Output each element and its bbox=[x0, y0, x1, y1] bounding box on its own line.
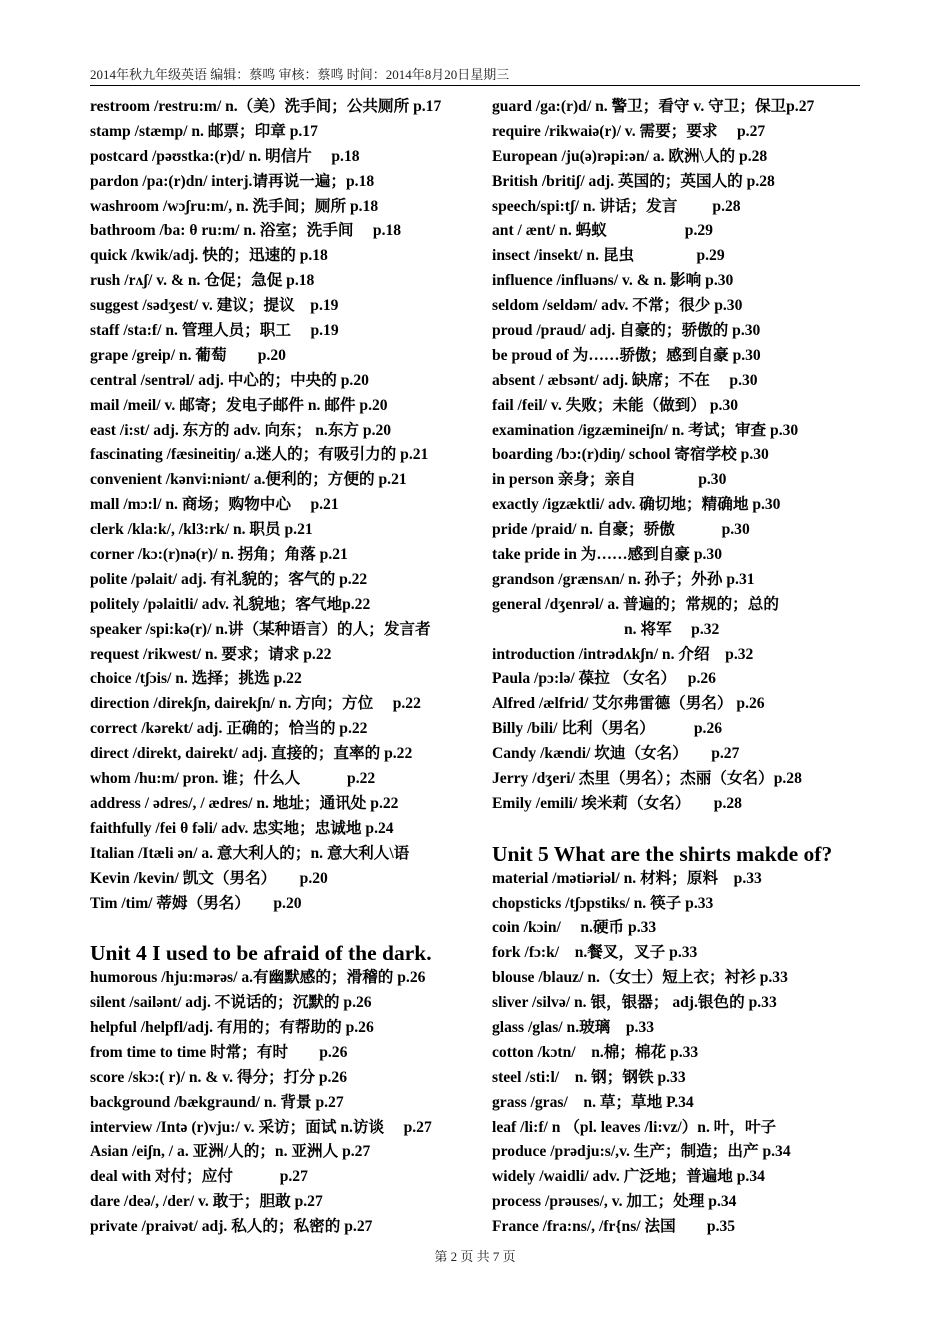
vocab-entry: suggest /sədʒest/ v. 建议；提议 p.19 bbox=[90, 297, 339, 315]
vocab-entry: Tim /tim/ 蒂姆（男名） p.20 bbox=[90, 894, 302, 912]
vocab-entry: mall /mɔ:l/ n. 商场；购物中心 p.21 bbox=[90, 496, 339, 514]
vocab-entry: direct /direkt, dairekt/ adj. 直接的；直率的 p.22 bbox=[90, 745, 413, 763]
vocab-entry: glass /glas/ n.玻璃 p.33 bbox=[492, 1018, 655, 1036]
vocab-entry: polite /pəlait/ adj. 有礼貌的；客气的 p.22 bbox=[90, 570, 368, 588]
vocab-entry: address / ədres/, / ædres/ n. 地址；通讯处 p.22 bbox=[90, 794, 399, 812]
vocab-entry: produce /prədju:s/,v. 生产；制造；出产 p.34 bbox=[492, 1143, 791, 1161]
vocab-entry: Billy /bili/ 比利（男名） p.26 bbox=[492, 720, 723, 738]
vocab-entry: dare /deə/, /der/ v. 敢于；胆敢 p.27 bbox=[90, 1193, 323, 1211]
vocab-entry: whom /hu:m/ pron. 谁；什么人 p.22 bbox=[90, 770, 376, 788]
vocab-entry-continuation: n. 将军 p.32 bbox=[624, 620, 720, 638]
vocab-entry: blouse /blauz/ n.（女士）短上衣；衬衫 p.33 bbox=[492, 969, 788, 987]
vocab-entry: fascinating /fæsineitiŋ/ a.迷人的；有吸引力的 p.21 bbox=[90, 446, 429, 464]
vocab-entry: silent /sailənt/ adj. 不说话的；沉默的 p.26 bbox=[90, 994, 372, 1012]
vocab-entry: clerk /kla:k/, /kl3:rk/ n. 职员 p.21 bbox=[90, 521, 313, 539]
vocab-entry: corner /kɔ:(r)nə(r)/ n. 拐角；角落 p.21 bbox=[90, 546, 348, 564]
vocab-entry: exactly /igzæktli/ adv. 确切地；精确地 p.30 bbox=[492, 496, 781, 514]
vocab-entry: Italian /Itæli ən/ a. 意大利人的；n. 意大利人\语 bbox=[90, 844, 410, 862]
vocab-entry: British /britiʃ/ adj. 英国的；英国人的 p.28 bbox=[492, 172, 775, 190]
vocab-entry: washroom /wɔʃru:m/, n. 洗手间；厕所 p.18 bbox=[90, 197, 379, 215]
vocab-entry: absent / æbsənt/ adj. 缺席；不在 p.30 bbox=[492, 371, 758, 389]
vocab-entry: helpful /helpfl/adj. 有用的；有帮助的 p.26 bbox=[90, 1018, 374, 1036]
vocab-entry: Asian /eiʃn, / a. 亚洲/人的；n. 亚洲人 p.27 bbox=[90, 1143, 371, 1161]
left-column bbox=[90, 95, 485, 1240]
vocab-entry: grass /gras/ n. 草；草地 P.34 bbox=[492, 1093, 694, 1111]
vocab-entry: humorous /hju:mərəs/ a.有幽默感的；滑稽的 p.26 bbox=[90, 969, 426, 987]
vocab-entry: score /skɔ:( r)/ n. & v. 得分；打分 p.26 bbox=[90, 1068, 347, 1086]
vocab-entry: proud /praud/ adj. 自豪的；骄傲的 p.30 bbox=[492, 322, 761, 340]
vocab-entry: steel /sti:l/ n. 钢；钢铁 p.33 bbox=[492, 1068, 686, 1086]
vocab-entry: east /i:st/ adj. 东方的 adv. 向东； n.东方 p.20 bbox=[90, 421, 392, 439]
vocab-entry: take pride in 为……感到自豪 p.30 bbox=[492, 546, 723, 564]
vocab-entry: European /ju(ə)rəpi:ən/ a. 欧洲\人的 p.28 bbox=[492, 147, 768, 165]
page-header: 2014年秋九年级英语 编辑：蔡鸣 审核：蔡鸣 时间：2014年8月20日星期三 bbox=[90, 64, 860, 86]
vocab-entry: bathroom /ba: θ ru:m/ n. 浴室；洗手间 p.18 bbox=[90, 222, 402, 240]
vocab-entry: France /fra:ns/, /fr{ns/ 法国 p.35 bbox=[492, 1218, 736, 1236]
unit-heading: Unit 4 I used to be afraid of the dark. bbox=[90, 941, 432, 966]
vocab-entry: deal with 对付；应付 p.27 bbox=[90, 1168, 308, 1186]
unit-heading: Unit 5 What are the shirts makde of? bbox=[492, 841, 833, 866]
vocab-entry: examination /igzæmineiʃn/ n. 考试；审查 p.30 bbox=[492, 421, 799, 439]
page-footer: 第 2 页 共 7 页 bbox=[434, 1249, 516, 1264]
vocab-entry: direction /direkʃn, dairekʃn/ n. 方向；方位 p.22 bbox=[90, 695, 421, 713]
vocab-entry: cotton /kɔtn/ n.棉；棉花 p.33 bbox=[492, 1043, 699, 1061]
vocab-entry: process /prəuses/, v. 加工；处理 p.34 bbox=[492, 1193, 737, 1211]
vocab-entry: faithfully /fei θ fəli/ adv. 忠实地；忠诚地 p.24 bbox=[90, 819, 394, 837]
vocab-entry: rush /rʌʃ/ v. & n. 仓促；急促 p.18 bbox=[90, 272, 315, 290]
vocab-entry: postcard /pəʊstka:(r)d/ n. 明信片 p.18 bbox=[90, 147, 360, 165]
vocab-entry: central /sentrəl/ adj. 中心的；中央的 p.20 bbox=[90, 371, 369, 389]
vocab-entry: mail /meil/ v. 邮寄；发电子邮件 n. 邮件 p.20 bbox=[90, 396, 388, 414]
vocab-entry: correct /kərekt/ adj. 正确的；恰当的 p.22 bbox=[90, 720, 368, 738]
vocab-entry: require /rikwaiə(r)/ v. 需要；要求 p.27 bbox=[492, 122, 766, 140]
vocab-entry: staff /sta:f/ n. 管理人员；职工 p.19 bbox=[90, 322, 339, 340]
vocab-entry: background /bækgraund/ n. 背景 p.27 bbox=[90, 1093, 344, 1111]
vocab-entry: quick /kwik/adj. 快的；迅速的 p.18 bbox=[90, 247, 328, 265]
vocab-entry: Emily /emili/ 埃米莉（女名） p.28 bbox=[492, 794, 742, 812]
vocab-entry: boarding /bɔ:(r)diŋ/ school 寄宿学校 p.30 bbox=[492, 446, 769, 464]
vocab-entry: widely /waidli/ adv. 广泛地；普遍地 p.34 bbox=[492, 1168, 765, 1186]
vocab-entry: sliver /silvə/ n. 银，银器； adj.银色的 p.33 bbox=[492, 994, 777, 1012]
vocab-entry: general /dʒenrəl/ a. 普遍的；常规的；总的 bbox=[492, 595, 779, 613]
vocab-entry: Alfred /ælfrid/ 艾尔弗雷德（男名） p.26 bbox=[492, 695, 765, 713]
vocab-entry: pardon /pa:(r)dn/ interj.请再说一遍；p.18 bbox=[90, 172, 375, 190]
vocab-entry: grandson /grænsʌn/ n. 孙子；外孙 p.31 bbox=[492, 570, 755, 588]
vocab-entry: speech/spi:tʃ/ n. 讲话；发言 p.28 bbox=[492, 197, 741, 215]
vocab-entry: pride /praid/ n. 自豪；骄傲 p.30 bbox=[492, 521, 750, 539]
vocab-entry: Jerry /dʒeri/ 杰里（男名）；杰丽（女名）p.28 bbox=[492, 770, 802, 788]
right-column bbox=[492, 95, 862, 1240]
vocab-entry: Kevin /kevin/ 凯文（男名） p.20 bbox=[90, 869, 328, 887]
vocab-entry: interview /Intə (r)vju:/ v. 采访；面试 n.访谈 p.27 bbox=[90, 1118, 432, 1136]
vocab-entry: seldom /seldəm/ adv. 不常；很少 p.30 bbox=[492, 297, 743, 315]
vocab-entry: Paula /pɔ:lə/ 葆拉 （女名） p.26 bbox=[492, 670, 716, 688]
vocab-entry: coin /kɔin/ n.硬币 p.33 bbox=[492, 919, 657, 937]
vocab-entry: from time to time 时常；有时 p.26 bbox=[90, 1043, 348, 1061]
vocab-entry: leaf /li:f/ n （pl. leaves /li:vz/）n. 叶，叶子 bbox=[492, 1118, 777, 1136]
vocab-entry: grape /greip/ n. 葡萄 p.20 bbox=[90, 346, 286, 364]
vocab-entry: politely /pəlaitli/ adv. 礼貌地；客气地p.22 bbox=[90, 595, 371, 613]
vocab-entry: influence /influəns/ v. & n. 影响 p.30 bbox=[492, 272, 734, 290]
vocab-entry: fork /fɔ:k/ n.餐叉，叉子 p.33 bbox=[492, 944, 698, 962]
vocab-entry: be proud of 为……骄傲；感到自豪 p.30 bbox=[492, 346, 761, 364]
vocab-entry: guard /ga:(r)d/ n. 警卫；看守 v. 守卫；保卫p.27 bbox=[492, 98, 815, 115]
vocab-entry: Candy /kændi/ 坎迪（女名） p.27 bbox=[492, 745, 740, 763]
vocab-entry: insect /insekt/ n. 昆虫 p.29 bbox=[492, 247, 725, 265]
vocab-entry: choice /tʃɔis/ n. 选择；挑选 p.22 bbox=[90, 670, 302, 688]
vocab-entry: ant / ænt/ n. 蚂蚁 p.29 bbox=[492, 222, 713, 240]
vocab-entry: in person 亲身；亲自 p.30 bbox=[492, 471, 727, 489]
vocab-entry: chopsticks /tʃɔpstiks/ n. 筷子 p.33 bbox=[492, 894, 714, 912]
vocab-entry: restroom /restru:m/ n.（美）洗手间；公共厕所 p.17 bbox=[90, 98, 442, 115]
vocab-entry: speaker /spi:kə(r)/ n.讲（某种语言）的人；发言者 bbox=[90, 620, 431, 638]
vocab-entry: request /rikwest/ n. 要求；请求 p.22 bbox=[90, 645, 332, 663]
vocab-entry: stamp /stæmp/ n. 邮票；印章 p.17 bbox=[90, 122, 318, 140]
vocab-entry: material /mətiəriəl/ n. 材料；原料 p.33 bbox=[492, 869, 762, 887]
vocab-entry: convenient /kənvi:niənt/ a.便利的；方便的 p.21 bbox=[90, 471, 407, 489]
vocab-entry: fail /feil/ v. 失败；未能（做到） p.30 bbox=[492, 396, 739, 414]
vocab-entry: introduction /intrədʌkʃn/ n. 介绍 p.32 bbox=[492, 645, 754, 663]
vocab-entry: private /praivət/ adj. 私人的；私密的 p.27 bbox=[90, 1218, 373, 1236]
